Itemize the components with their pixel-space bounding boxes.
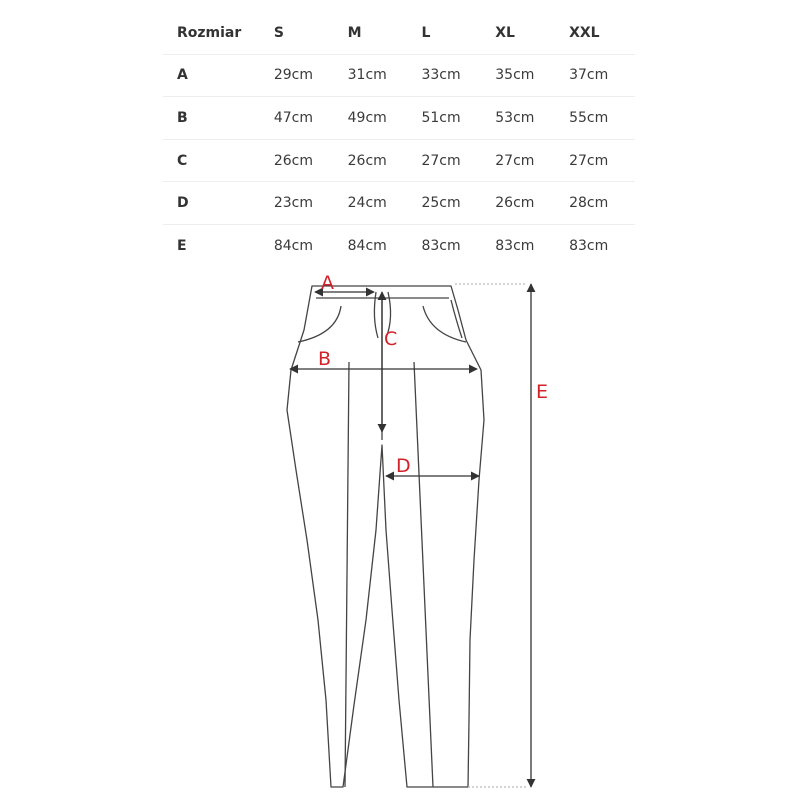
drawstring-left (374, 292, 378, 338)
label-c: C (384, 328, 398, 350)
row-label: D (163, 182, 274, 225)
table-cell: 24cm (348, 182, 422, 225)
table-cell: 27cm (569, 139, 635, 182)
right-front-seam (414, 362, 433, 787)
table-header-row (163, 12, 635, 54)
table-cell: 37cm (569, 54, 635, 97)
trousers-diagram (0, 262, 800, 800)
table-cell: 28cm (569, 182, 635, 225)
label-a: A (321, 272, 334, 294)
header-xl: XL (495, 12, 569, 54)
header-size: Rozmiar (163, 12, 274, 54)
table-row (163, 54, 635, 97)
table-cell: 83cm (495, 237, 535, 254)
table-row (163, 224, 635, 266)
table-cell: 26cm (274, 139, 348, 182)
left-front-seam (345, 362, 349, 787)
label-e: E (536, 381, 549, 403)
row-label: C (163, 139, 274, 182)
trousers-silhouette (287, 286, 484, 787)
table-cell: 29cm (274, 54, 348, 97)
table-cell: 26cm (495, 182, 569, 225)
table-cell: 51cm (421, 97, 495, 140)
row-label: B (163, 97, 274, 140)
table-cell: 84cm (273, 237, 313, 254)
size-table (163, 12, 635, 267)
measurement-labels (318, 272, 548, 477)
table-cell: 26cm (348, 139, 422, 182)
table-cell: 27cm (421, 139, 495, 182)
label-b: B (318, 348, 332, 370)
table-cell: 83cm (421, 237, 461, 254)
label-d: D (396, 455, 411, 477)
table-cell: 25cm (421, 182, 495, 225)
table-cell: 49cm (348, 97, 422, 140)
table-row (163, 97, 635, 140)
header-s: S (274, 12, 348, 54)
header-xxl: XXL (569, 12, 635, 54)
table-cell: 84cm (347, 237, 387, 254)
table-row (163, 182, 635, 225)
table-cell: 83cm (569, 237, 609, 254)
table-cell: 53cm (495, 97, 569, 140)
right-pocket (423, 306, 466, 342)
header-m: M (348, 12, 422, 54)
table-cell: 35cm (495, 54, 569, 97)
trousers-outline (287, 286, 484, 787)
table-cell: 33cm (421, 54, 495, 97)
row-label: E (177, 237, 187, 254)
table-cell: 23cm (274, 182, 348, 225)
table-cell: 47cm (274, 97, 348, 140)
table-row (163, 139, 635, 182)
table-cell: 31cm (348, 54, 422, 97)
table-cell: 27cm (495, 139, 569, 182)
table-cell: 55cm (569, 97, 635, 140)
header-l: L (421, 12, 495, 54)
row-label: A (163, 54, 274, 97)
